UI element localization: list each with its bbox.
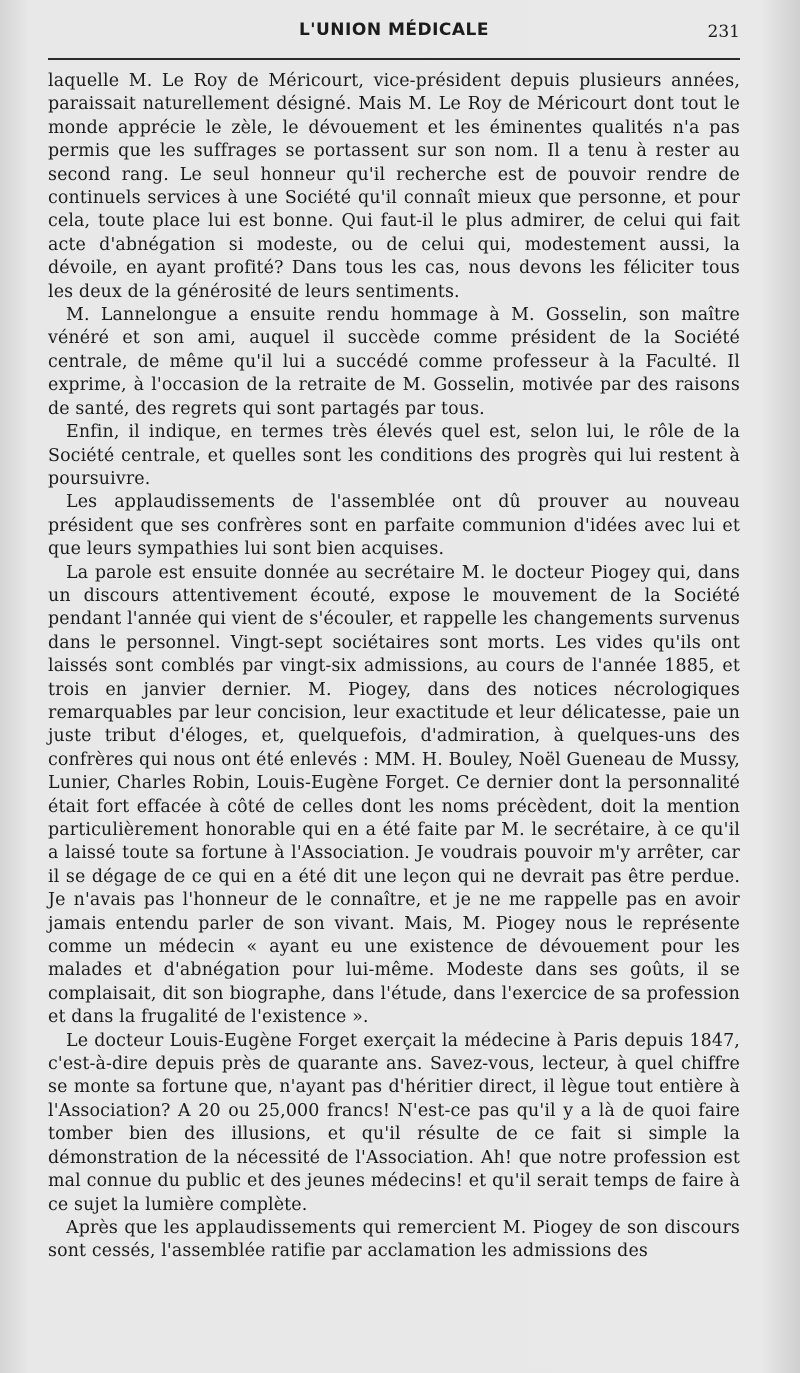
paragraph: La parole est ensuite donnée au secrétaire M. le docteur Piogey qui, dans un discours attentivement écouté, expose le mouvement de la Société pendant l'année qui vient de s'écouler, et rappelle les changements survenus dans le personnel. Vingt-sept sociétaires sont morts. Les vides qu'ils ont laissés sont comblés par vingt-six admissions, au cours de l'année 1885, et trois en janvier dernier. M. Piogey, dans des notices nécrologiques remarquables par leur concision, leur exactitude et leur délicatesse, paie un juste tribut d'éloges, et, quelquefois, d'admiration, à quelques-uns des confrères qui nous ont été enlevés : MM. H. Bouley, Noël Gueneau de Mussy, Lunier, Charles Robin, Louis-Eugène Forget. Ce dernier dont la personnalité était fort effacée à côté de celles dont les noms précèdent, doit la mention particulièrement honorable qui en a été faite par M. le secrétaire, à ce qu'il a laissé toute sa fortune à l'Association. Je voudrais pouvoir m'y arrêter, car il se dégage de ce qui en a été dit une leçon qui ne devrait pas être perdue. Je n'avais pas l'honneur de le connaître, et je ne me rappelle pas en avoir jamais entendu parler de son vivant. Mais, M. Piogey nous le représente comme un médecin « ayant eu une existence de dévouement pour les malades et d'abnégation pour lui-même. Modeste dans ses goûts, il se complaisait, dit son biographe, dans l'étude, dans l'exercice de sa profession et dans la frugalité de l'existence ». (48, 562, 740, 1028)
page-number: 231 (707, 22, 740, 42)
page-header (48, 20, 740, 50)
paragraph: Enfin, il indique, en termes très élevés quel est, selon lui, le rôle de la Société centrale, et quelles sont les conditions des progrès qui lui restent à poursuivre. (48, 422, 740, 489)
paragraph: Les applaudissements de l'assemblée ont dû prouver au nouveau président que ses confrères sont en parfaite communion d'idées avec lui et que leurs sympathies lui sont bien acquises. (48, 492, 740, 560)
paragraph: Le docteur Louis-Eugène Forget exerçait la médecine à Paris depuis 1847, c'est-à-dire depuis près de quarante ans. Savez-vous, lecteur, à quel chiffre se monte sa fortune que, n'ayant pas d'héritier direct, il lègue tout entière à l'Association? A 20 ou 25,000 francs! N'est-ce pas qu'il y a là de quoi faire tomber bien des illusions, et qu'il résulte de ce fait si simple la démonstration de la nécessité de l'Association. Ah! que notre profession est mal connue du public et des jeunes médecins! et qu'il serait temps de faire à ce sujet la lumière complète. (48, 1030, 740, 1215)
header-rule (48, 58, 740, 60)
paragraph: Après que les applaudissements qui remercient M. Piogey de son discours sont cessés, l'assemblée ratifie par acclamation les admissions des (48, 1217, 740, 1262)
running-title: L'UNION MÉDICALE (298, 20, 490, 40)
body-text (48, 70, 740, 1264)
paragraph: laquelle M. Le Roy de Méricourt, vice-président depuis plusieurs années, paraissait naturellement désigné. Mais M. Le Roy de Méricourt dont tout le monde apprécie le zèle, le dévouement et les éminentes qualités n'a pas permis que les suffrages se portassent sur son nom. Il a tenu à rester au second rang. Le seul honneur qu'il recherche est de pouvoir rendre de continuels services à une Société qu'il connaît mieux que personne, et pour cela, toute place lui est bonne. Qui faut-il le plus admirer, de celui qui fait acte d'abnégation si modeste, ou de celui qui, modestement aussi, la dévoile, en ayant profité? Dans tous les cas, nous devons les féliciter tous les deux de la générosité de leurs sentiments. (48, 71, 740, 302)
paragraph: M. Lannelongue a ensuite rendu hommage à M. Gosselin, son maître vénéré et son ami, auquel il succède comme président de la Société centrale, de même qu'il lui a succédé comme professeur à la Faculté. Il exprime, à l'occasion de la retraite de M. Gosselin, motivée par des raisons de santé, des regrets qui sont partagés par tous. (48, 305, 740, 419)
